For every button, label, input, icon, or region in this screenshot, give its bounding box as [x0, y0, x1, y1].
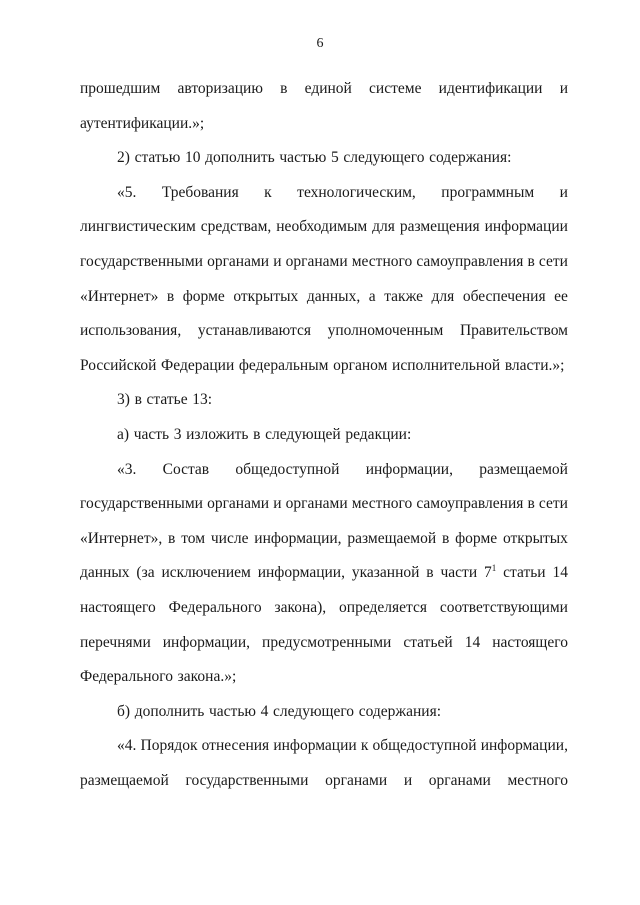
- text-line: [80, 383, 568, 418]
- word: 10: [184, 149, 201, 167]
- word: следующего: [273, 702, 355, 720]
- text-line: [80, 522, 568, 557]
- word: размещения: [399, 218, 480, 236]
- word: органами: [428, 771, 491, 789]
- word: общедоступной: [235, 460, 340, 478]
- word: лингвистическим: [80, 218, 196, 236]
- word: данных,: [306, 287, 361, 305]
- word: части: [440, 564, 478, 582]
- word: «3.: [117, 460, 137, 478]
- word: 14: [552, 564, 568, 582]
- word: государственными: [80, 252, 203, 270]
- word: Федерального: [80, 668, 174, 686]
- word: редакции:: [345, 425, 412, 443]
- word: сети: [538, 252, 568, 270]
- word: в: [527, 495, 535, 513]
- word: в: [441, 529, 450, 547]
- word: ее: [554, 287, 568, 305]
- word: статьи: [503, 564, 546, 582]
- word: том: [181, 529, 206, 547]
- word: в: [253, 425, 261, 443]
- word: в: [166, 287, 175, 305]
- text-line: [80, 764, 568, 799]
- text-line: [80, 729, 568, 764]
- word: и: [559, 80, 568, 97]
- word: Требования: [161, 183, 239, 201]
- word: в: [426, 564, 434, 582]
- text-line: [80, 245, 568, 280]
- word: необходимым: [276, 218, 368, 236]
- word: 4: [260, 702, 269, 720]
- word: программным: [441, 183, 535, 201]
- word: государственными: [80, 495, 203, 513]
- word: сети: [538, 495, 568, 513]
- word: следующего: [343, 149, 425, 167]
- word: органами: [285, 252, 348, 270]
- word: открытых: [233, 287, 299, 305]
- word: а): [117, 425, 130, 443]
- text-line: [80, 72, 568, 107]
- word: отнесения: [201, 737, 270, 755]
- word: «4.: [117, 737, 137, 755]
- word: исключением: [161, 564, 251, 582]
- word: числе: [210, 529, 249, 547]
- word: 2): [117, 149, 130, 167]
- word: самоуправления: [416, 495, 524, 513]
- word: 5: [331, 149, 339, 167]
- word: органами: [285, 495, 348, 513]
- word: 3: [173, 425, 182, 443]
- word: 13:: [192, 391, 213, 409]
- word: органами: [207, 495, 270, 513]
- word: самоуправления: [416, 252, 524, 270]
- word: в: [134, 391, 142, 409]
- word: общедоступной: [372, 737, 477, 755]
- word: органами: [207, 252, 270, 270]
- text-line: [80, 556, 568, 591]
- word: в: [527, 252, 535, 270]
- word: статью: [134, 149, 181, 167]
- word: информации,: [480, 737, 568, 755]
- word: в: [280, 80, 288, 97]
- word: информации,: [162, 633, 251, 651]
- word: перечнями: [80, 633, 151, 651]
- text-line: [80, 453, 568, 488]
- word: средствам,: [200, 218, 272, 236]
- word: информации,: [365, 460, 453, 478]
- word: также: [384, 287, 423, 305]
- word: форме: [455, 529, 498, 547]
- word: «5.: [117, 183, 137, 201]
- word: государственными: [185, 771, 309, 789]
- text-line: [80, 660, 568, 695]
- word: единой: [304, 80, 352, 97]
- text-line: [80, 210, 568, 245]
- text-line: [80, 487, 568, 522]
- word: «Интернет»,: [80, 529, 163, 547]
- word: информации: [273, 737, 357, 755]
- word: следующей: [265, 425, 341, 443]
- word: предусмотренными: [262, 633, 392, 651]
- word: и: [403, 771, 413, 789]
- word: статьей: [403, 633, 453, 651]
- word: б): [117, 702, 131, 720]
- word: аутентификации.»;: [80, 114, 205, 132]
- word: настоящего: [492, 633, 568, 651]
- word: устанавливаются: [197, 322, 311, 340]
- word: информации,: [254, 529, 342, 547]
- word: местного: [351, 252, 413, 270]
- text-line: [80, 314, 568, 349]
- text-line: [80, 280, 568, 315]
- word: соответствующими: [439, 598, 568, 616]
- word: содержания:: [358, 702, 442, 720]
- word: размещаемой: [347, 529, 437, 547]
- word: закона),: [274, 598, 327, 616]
- superscript: 1: [491, 563, 497, 574]
- word: информации,: [257, 564, 345, 582]
- word: уполномоченным: [327, 322, 444, 340]
- text-line: [80, 591, 568, 626]
- word: данных: [80, 564, 130, 582]
- word: технологическим,: [297, 183, 416, 201]
- word: определяется: [339, 598, 427, 616]
- word: $7^1$: [484, 563, 497, 582]
- word: часть: [133, 425, 170, 443]
- word: и: [273, 252, 282, 270]
- text-line: [80, 418, 568, 453]
- word: а: [368, 287, 376, 305]
- word: к: [360, 737, 369, 755]
- word: изложить: [186, 425, 249, 443]
- word: использования,: [80, 322, 182, 340]
- word: авторизацию: [177, 80, 263, 97]
- word: идентификации: [438, 80, 543, 97]
- word: (за: [136, 564, 155, 582]
- word: статье: [146, 391, 188, 409]
- word: «Интернет»: [80, 287, 159, 305]
- text-line: [80, 176, 568, 211]
- word: настоящего: [80, 598, 156, 616]
- word: указанной: [351, 564, 420, 582]
- word: прошедшим: [80, 80, 161, 97]
- word: Правительством: [459, 322, 568, 340]
- text-line: [80, 141, 568, 176]
- text-line: [80, 626, 568, 661]
- word: органами: [325, 771, 388, 789]
- word: 3): [117, 391, 130, 409]
- page-number: 6: [316, 36, 324, 51]
- word: к: [264, 183, 272, 201]
- text-line: [80, 107, 568, 142]
- text-line: [80, 349, 568, 384]
- word: размещаемой: [479, 460, 568, 478]
- word: федеральным: [238, 356, 329, 374]
- word: информации: [484, 218, 568, 236]
- word: Российской: [80, 356, 157, 374]
- word: дополнить: [205, 149, 275, 167]
- word: открытых: [502, 529, 568, 547]
- word: частью: [209, 702, 256, 720]
- word: власти.»;: [504, 356, 565, 374]
- word: дополнить: [134, 702, 205, 720]
- text-line: [80, 695, 568, 730]
- word: местного: [351, 495, 413, 513]
- word: закона.»;: [177, 668, 237, 686]
- word: для: [431, 287, 455, 305]
- word: системе: [369, 80, 422, 97]
- word: форме: [182, 287, 225, 305]
- word: для: [372, 218, 395, 236]
- word: и: [273, 495, 282, 513]
- word: содержания:: [429, 149, 512, 167]
- word: местного: [507, 771, 568, 789]
- word: в: [168, 529, 176, 547]
- word: органом: [333, 356, 388, 374]
- word: размещаемой: [80, 771, 169, 789]
- word: Федерации: [161, 356, 235, 374]
- word: Федерального: [168, 598, 262, 616]
- word: исполнительной: [392, 356, 501, 374]
- document-body: [80, 72, 568, 798]
- word: Состав: [162, 460, 210, 478]
- word: 14: [464, 633, 481, 651]
- word: обеспечения: [462, 287, 546, 305]
- word: и: [559, 183, 568, 201]
- word: частью: [279, 149, 327, 167]
- word: Порядок: [140, 737, 198, 755]
